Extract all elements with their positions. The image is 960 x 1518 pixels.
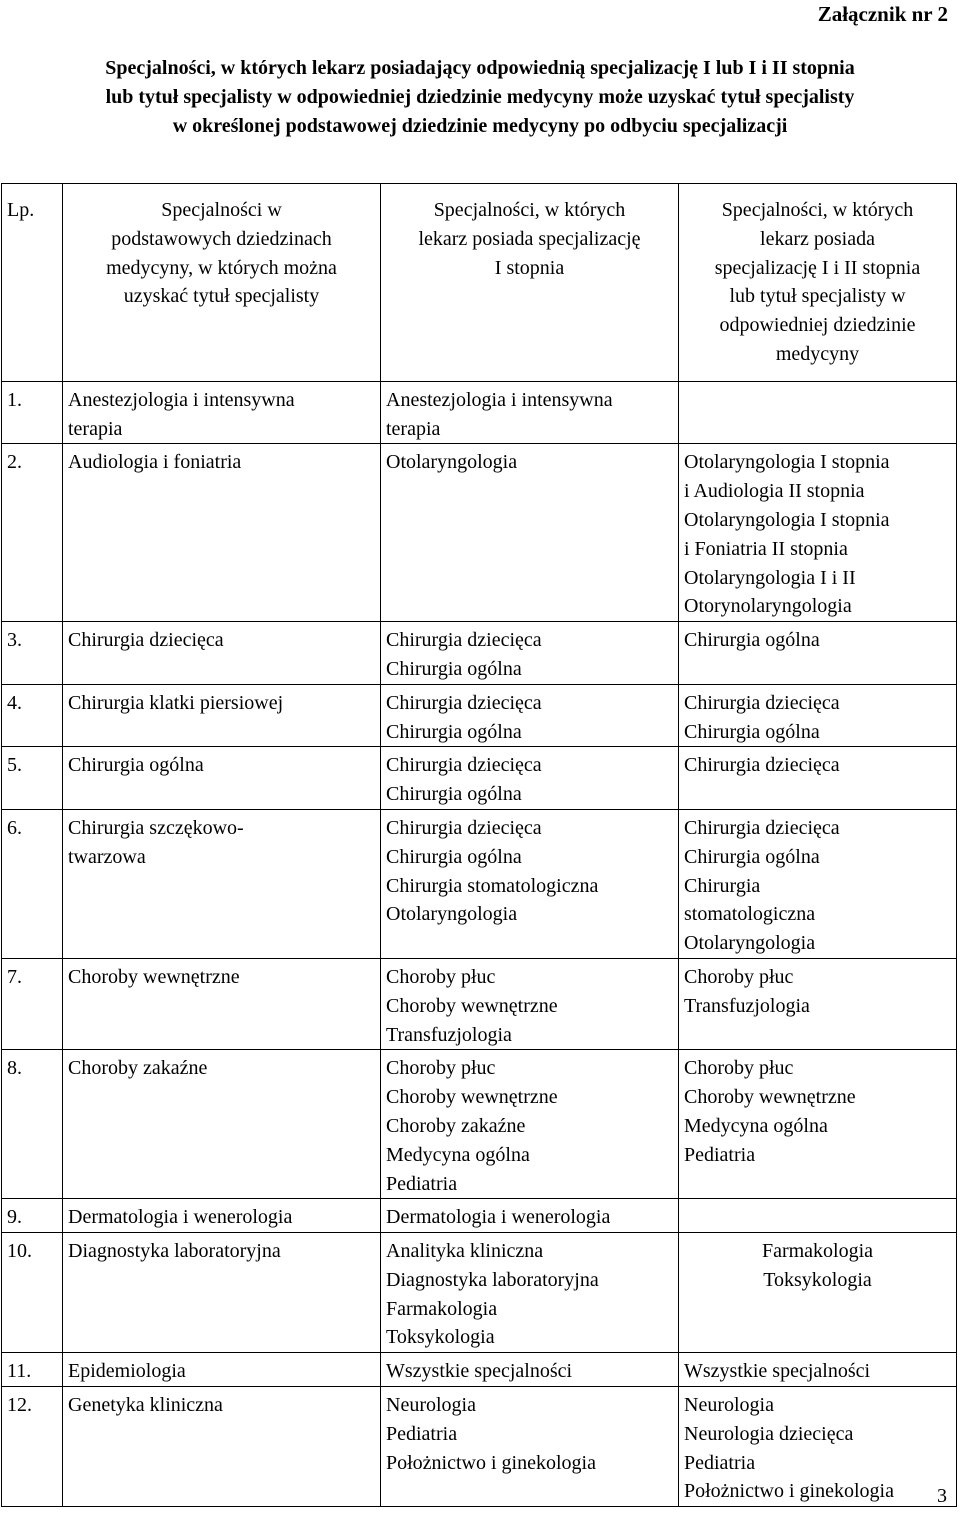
- cell-line: Choroby płuc: [684, 1057, 794, 1080]
- cell-line: Anestezjologia i intensywna: [386, 388, 613, 411]
- cell-line: Genetyka kliniczna: [68, 1394, 223, 1417]
- row-number: 7.: [2, 958, 63, 1049]
- document-title: [0, 54, 960, 141]
- cell-line: Neurologia: [386, 1394, 476, 1417]
- header-line: Specjalności, w których: [433, 199, 626, 221]
- table-row: [2, 958, 957, 1049]
- cell-line: Otolaryngologia I stopnia: [684, 451, 890, 474]
- header-line: medycyny: [775, 342, 860, 365]
- cell-line: Choroby zakaźne: [68, 1057, 208, 1080]
- cell-line: Anestezjologia i intensywna: [68, 388, 295, 411]
- table-body: [2, 381, 957, 1506]
- cell-line: Wszystkie specjalności: [386, 1360, 573, 1383]
- cell-line: Pediatria: [684, 1451, 756, 1474]
- header-line: uzyskać tytuł specjalisty: [123, 285, 320, 308]
- cell-second-degree: [679, 1233, 957, 1353]
- cell-line: Chirurgia dziecięca: [684, 691, 840, 714]
- table-row: [2, 809, 957, 958]
- row-number: 4.: [2, 684, 63, 747]
- cell-second-degree: [679, 381, 957, 444]
- cell-line: Chirurgia dziecięca: [386, 754, 542, 777]
- header-first-degree: [381, 184, 679, 382]
- cell-line: Otolaryngologia: [386, 903, 518, 926]
- row-number: 8.: [2, 1050, 63, 1199]
- title-line: w określonej podstawowej dziedzinie medycyny po odbyciu specjalizacji: [172, 115, 788, 137]
- cell-second-degree: [679, 444, 957, 622]
- cell-line: Otorynolaryngologia: [684, 595, 852, 618]
- header-line: lub tytuł specjalisty w: [729, 285, 906, 308]
- cell-line: Chirurgia ogólna: [68, 754, 204, 777]
- cell-line: terapia: [386, 417, 441, 440]
- cell-line: Położnictwo i ginekologia: [684, 1480, 894, 1503]
- header-line: lekarz posiada specjalizację: [418, 227, 641, 250]
- cell-first-degree: [381, 622, 679, 685]
- cell-basic-specialty: [63, 381, 381, 444]
- cell-line: Chirurgia ogólna: [386, 783, 522, 806]
- cell-line: Choroby wewnętrzne: [684, 1086, 856, 1109]
- cell-line: Chirurgia stomatologiczna: [386, 874, 599, 897]
- header-line: I stopnia: [494, 256, 565, 279]
- cell-basic-specialty: [63, 1233, 381, 1353]
- cell-line: Otolaryngologia: [386, 451, 518, 474]
- cell-basic-specialty: [63, 1387, 381, 1507]
- row-number: 9.: [2, 1199, 63, 1233]
- cell-second-degree: [679, 958, 957, 1049]
- row-number: 12.: [2, 1387, 63, 1507]
- cell-line: Chirurgia ogólna: [386, 657, 522, 680]
- row-number: 1.: [2, 381, 63, 444]
- cell-line: Chirurgia dziecięca: [386, 691, 542, 714]
- cell-line: Chirurgia ogólna: [386, 845, 522, 868]
- cell-line: Transfuzjologia: [684, 994, 810, 1017]
- table-row: [2, 1199, 957, 1233]
- cell-line: terapia: [68, 417, 123, 440]
- cell-line: Chirurgia ogólna: [684, 629, 820, 652]
- header-basic-specialty: [63, 184, 381, 382]
- cell-line: Choroby płuc: [684, 965, 794, 988]
- header-line: specjalizację I i II stopnia: [714, 256, 921, 279]
- cell-basic-specialty: [63, 444, 381, 622]
- cell-line: Położnictwo i ginekologia: [386, 1451, 596, 1474]
- cell-line: Transfuzjologia: [386, 1023, 512, 1046]
- cell-line: Chirurgia ogólna: [386, 720, 522, 743]
- table-row: [2, 381, 957, 444]
- table-row: [2, 1353, 957, 1387]
- header-line: lekarz posiada: [760, 227, 875, 250]
- cell-line: Chirurgia dziecięca: [386, 816, 542, 839]
- cell-first-degree: [381, 1353, 679, 1387]
- cell-first-degree: [381, 1233, 679, 1353]
- cell-second-degree: [679, 1353, 957, 1387]
- row-number: 2.: [2, 444, 63, 622]
- cell-line: Pediatria: [386, 1172, 458, 1195]
- annex-label: Załącznik nr 2: [817, 2, 948, 26]
- header-lp: Lp.: [2, 184, 63, 382]
- cell-first-degree: [381, 809, 679, 958]
- cell-basic-specialty: [63, 1199, 381, 1233]
- cell-first-degree: [381, 1050, 679, 1199]
- cell-basic-specialty: [63, 622, 381, 685]
- cell-line: Chirurgia klatki piersiowej: [68, 691, 284, 714]
- cell-first-degree: [381, 684, 679, 747]
- table-row: [2, 1233, 957, 1353]
- cell-second-degree: [679, 1199, 957, 1233]
- cell-basic-specialty: [63, 1050, 381, 1199]
- table-header-row: [2, 184, 957, 382]
- header-line: podstawowych dziedzinach: [111, 227, 332, 250]
- cell-second-degree: [679, 809, 957, 958]
- row-number: 10.: [2, 1233, 63, 1353]
- cell-line: Pediatria: [684, 1143, 756, 1166]
- cell-first-degree: [381, 747, 679, 810]
- cell-line: Farmakologia: [761, 1240, 874, 1263]
- header-line: medycyny, w których można: [106, 256, 337, 279]
- cell-line: Dermatologia i wenerologia: [386, 1206, 611, 1229]
- header-line: Specjalności w: [161, 199, 282, 221]
- cell-line: Toksykologia: [386, 1326, 495, 1349]
- table-row: [2, 622, 957, 685]
- title-line: lub tytuł specjalisty w odpowiedniej dziedzinie medycyny może uzyskać tytuł specjalisty: [105, 86, 855, 108]
- cell-line: Chirurgia szczękowo-: [68, 816, 244, 839]
- cell-line: stomatologiczna: [684, 903, 816, 926]
- cell-line: Chirurgia dziecięca: [684, 816, 840, 839]
- cell-line: Audiologia i foniatria: [68, 451, 242, 474]
- cell-line: Epidemiologia: [68, 1360, 186, 1383]
- table-row: [2, 1050, 957, 1199]
- cell-line: Medycyna ogólna: [684, 1114, 828, 1137]
- cell-first-degree: [381, 958, 679, 1049]
- page-number: 3: [937, 1485, 947, 1507]
- cell-line: Diagnostyka laboratoryjna: [386, 1268, 599, 1291]
- table-row: [2, 684, 957, 747]
- cell-line: Pediatria: [386, 1422, 458, 1445]
- cell-line: Choroby płuc: [386, 965, 496, 988]
- cell-line: Choroby zakaźne: [386, 1114, 526, 1137]
- cell-line: Choroby wewnętrzne: [386, 1086, 558, 1109]
- cell-line: Analityka kliniczna: [386, 1240, 544, 1263]
- cell-basic-specialty: [63, 958, 381, 1049]
- cell-line: Toksykologia: [763, 1268, 872, 1291]
- cell-second-degree: [679, 1050, 957, 1199]
- cell-line: Choroby wewnętrzne: [386, 994, 558, 1017]
- cell-second-degree: [679, 1387, 957, 1507]
- row-number: 3.: [2, 622, 63, 685]
- cell-line: Chirurgia dziecięca: [68, 629, 224, 652]
- cell-line: Dermatologia i wenerologia: [68, 1206, 293, 1229]
- cell-basic-specialty: [63, 747, 381, 810]
- header-line: odpowiedniej dziedzinie: [719, 314, 916, 337]
- cell-line: Chirurgia ogólna: [684, 845, 820, 868]
- cell-basic-specialty: [63, 1353, 381, 1387]
- cell-second-degree: [679, 622, 957, 685]
- cell-line: Medycyna ogólna: [386, 1143, 530, 1166]
- cell-line: i Foniatria II stopnia: [684, 537, 848, 560]
- cell-line: i Audiologia II stopnia: [684, 480, 865, 503]
- table-row: [2, 444, 957, 622]
- header-second-degree: [679, 184, 957, 382]
- cell-first-degree: [381, 381, 679, 444]
- cell-line: Chirurgia dziecięca: [684, 754, 840, 777]
- cell-line: Neurologia: [684, 1394, 774, 1417]
- cell-line: Wszystkie specjalności: [684, 1360, 871, 1383]
- cell-second-degree: [679, 747, 957, 810]
- cell-line: Diagnostyka laboratoryjna: [68, 1240, 281, 1263]
- cell-line: Otolaryngologia I stopnia: [684, 508, 890, 531]
- cell-line: Choroby płuc: [386, 1057, 496, 1080]
- cell-line: Farmakologia: [386, 1297, 498, 1320]
- row-number: 5.: [2, 747, 63, 810]
- table-row: [2, 1387, 957, 1507]
- cell-first-degree: [381, 444, 679, 622]
- cell-line: Chirurgia: [684, 874, 761, 897]
- specialties-table: [1, 183, 957, 1507]
- cell-line: Otolaryngologia I i II: [684, 566, 856, 589]
- cell-line: twarzowa: [68, 845, 146, 868]
- header-line: Specjalności, w których: [721, 199, 914, 221]
- row-number: 11.: [2, 1353, 63, 1387]
- cell-first-degree: [381, 1387, 679, 1507]
- cell-second-degree: [679, 684, 957, 747]
- cell-line: Chirurgia dziecięca: [386, 629, 542, 652]
- title-line: Specjalności, w których lekarz posiadający odpowiednią specjalizację I lub I i II stopnia: [105, 57, 855, 79]
- row-number: 6.: [2, 809, 63, 958]
- cell-first-degree: [381, 1199, 679, 1233]
- cell-basic-specialty: [63, 684, 381, 747]
- cell-line: Otolaryngologia: [684, 932, 816, 955]
- table-row: [2, 747, 957, 810]
- cell-line: Chirurgia ogólna: [684, 720, 820, 743]
- cell-line: Neurologia dziecięca: [684, 1422, 854, 1445]
- cell-line: Choroby wewnętrzne: [68, 965, 240, 988]
- cell-basic-specialty: [63, 809, 381, 958]
